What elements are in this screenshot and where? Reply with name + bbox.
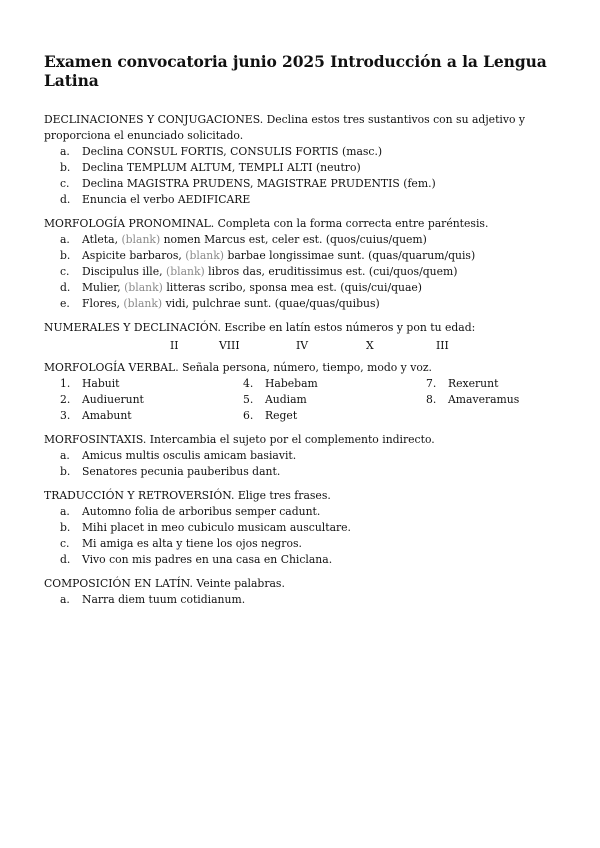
list-item <box>44 376 227 392</box>
list-item <box>44 408 227 424</box>
text-before-blank: Flores, <box>82 297 124 310</box>
verb-grid <box>44 376 564 424</box>
text-after-blank: nomen Marcus est, celer est. (quos/cuius/quem) <box>160 233 427 246</box>
blank-placeholder: (blank) <box>124 281 163 294</box>
list-item <box>44 280 564 296</box>
item-marker: d. <box>60 281 71 294</box>
item-text: Audiam <box>265 393 307 406</box>
text-after-blank: litteras scribo, sponsa mea est. (quis/cui/quae) <box>162 281 422 294</box>
section-declinaciones <box>44 112 564 208</box>
item-marker: e. <box>60 297 70 310</box>
item-list <box>44 232 564 312</box>
text-after-blank: vidi, pulchrae sunt. (quae/quas/quibus) <box>162 297 380 310</box>
numeral: III <box>436 339 449 352</box>
blank-placeholder: (blank) <box>166 265 205 278</box>
list-item <box>227 392 410 408</box>
list-item <box>44 264 564 280</box>
numeral: IV <box>296 339 309 352</box>
section-traduccion <box>44 488 564 568</box>
numerals-row <box>44 336 564 356</box>
item-text: Audiuerunt <box>82 393 144 406</box>
item-marker: b. <box>60 465 71 478</box>
item-text: Amabunt <box>82 409 132 422</box>
text-after-blank: libros das, eruditissimus est. (cui/quos/quem) <box>204 265 458 278</box>
item-list <box>44 504 564 568</box>
list-item <box>410 392 560 408</box>
item-marker: d. <box>60 553 71 566</box>
list-item <box>44 144 564 160</box>
item-marker: a. <box>60 505 70 518</box>
item-text: Rexerunt <box>448 377 499 390</box>
item-marker: 8. <box>426 393 437 406</box>
page-title: Examen convocatoria junio 2025 Introducción a la Lengua Latina <box>44 52 547 90</box>
section-heading: MORFOLOGÍA PRONOMINAL. Completa con la forma correcta entre paréntesis. <box>44 217 489 230</box>
item-marker: c. <box>60 177 70 190</box>
item-text <box>78 248 475 264</box>
section-heading: MORFOSINTAXIS. Intercambia el sujeto por el complemento indirecto. <box>44 433 435 446</box>
item-marker: c. <box>60 537 70 550</box>
item-text <box>78 296 380 312</box>
list-item <box>44 160 564 176</box>
list-item <box>44 536 564 552</box>
blank-placeholder: (blank) <box>121 233 161 246</box>
item-list <box>44 448 564 480</box>
list-item <box>44 192 564 208</box>
list-item <box>44 232 564 248</box>
item-text <box>78 280 422 296</box>
item-text: Vivo con mis padres en una casa en Chiclana. <box>82 553 333 566</box>
section-heading: COMPOSICIÓN EN LATÍN. Veinte palabras. <box>44 577 285 590</box>
item-text: Mihi placet in meo cubiculo musicam auscultare. <box>82 521 351 534</box>
text-before-blank: Mulier, <box>82 281 125 294</box>
item-marker: 7. <box>426 377 437 390</box>
item-text: Amicus multis osculis amicam basiavit. <box>82 449 297 462</box>
blank-placeholder: (blank) <box>185 249 225 262</box>
section-morfologia-pronominal <box>44 216 564 312</box>
section-morfosintaxis <box>44 432 564 480</box>
item-text: Mi amiga es alta y tiene los ojos negros. <box>82 537 302 550</box>
section-heading: MORFOLOGÍA VERBAL. Señala persona, número, tiempo, modo y voz. <box>44 361 432 374</box>
item-text: Automno folia de arboribus semper cadunt. <box>82 505 321 518</box>
item-marker: c. <box>60 265 70 278</box>
list-item <box>227 376 410 392</box>
text-before-blank: Aspicite barbaros, <box>82 249 186 262</box>
section-morfologia-verbal <box>44 360 564 424</box>
item-text: Reget <box>265 409 298 422</box>
section-heading: TRADUCCIÓN Y RETROVERSIÓN. Elige tres frases. <box>44 489 331 502</box>
list-item <box>44 176 564 192</box>
item-marker: b. <box>60 249 71 262</box>
item-text: Narra diem tuum cotidianum. <box>82 593 246 606</box>
text-before-blank: Atleta, <box>82 233 122 246</box>
item-text: Habuit <box>82 377 120 390</box>
list-item <box>227 408 410 424</box>
item-text: Habebam <box>265 377 318 390</box>
list-item <box>44 464 564 480</box>
item-text: Declina TEMPLUM ALTUM, TEMPLI ALTI (neutro) <box>82 161 361 174</box>
section-numerales <box>44 320 564 356</box>
item-marker: 2. <box>60 393 71 406</box>
section-composicion <box>44 576 564 608</box>
section-heading: DECLINACIONES Y CONJUGACIONES. Declina estos tres sustantivos con su adjetivo y proporciona el enunciado solicitado. <box>44 113 525 142</box>
list-item <box>44 592 564 608</box>
list-item <box>44 448 564 464</box>
item-marker: b. <box>60 521 71 534</box>
item-marker: b. <box>60 161 71 174</box>
list-item <box>410 376 560 392</box>
item-text <box>78 232 427 248</box>
item-text: Enuncia el verbo AEDIFICARE <box>82 193 251 206</box>
item-marker: d. <box>60 193 71 206</box>
item-marker: 1. <box>60 377 71 390</box>
item-text: Senatores pecunia pauberibus dant. <box>82 465 281 478</box>
blank-placeholder: (blank) <box>123 297 163 310</box>
item-marker: a. <box>60 233 70 246</box>
numeral: X <box>366 339 374 352</box>
text-after-blank: barbae longissimae sunt. (quas/quarum/quis) <box>224 249 476 262</box>
list-item <box>44 520 564 536</box>
item-marker: 5. <box>243 393 254 406</box>
item-text <box>78 264 457 280</box>
numeral: VIII <box>219 339 240 352</box>
item-marker: a. <box>60 449 70 462</box>
item-text: Amaveramus <box>448 393 520 406</box>
item-list <box>44 592 564 608</box>
list-item <box>44 392 227 408</box>
item-text: Declina MAGISTRA PRUDENS, MAGISTRAE PRUDENTIS (fem.) <box>82 177 436 190</box>
list-item <box>44 296 564 312</box>
section-heading: NUMERALES Y DECLINACIÓN. Escribe en latín estos números y pon tu edad: <box>44 321 476 334</box>
numeral: II <box>170 339 179 352</box>
item-marker: 4. <box>243 377 254 390</box>
item-text: Declina CONSUL FORTIS, CONSULIS FORTIS (masc.) <box>82 145 383 158</box>
item-marker: a. <box>60 145 70 158</box>
item-marker: 3. <box>60 409 71 422</box>
list-item <box>44 552 564 568</box>
item-marker: 6. <box>243 409 254 422</box>
list-item <box>44 248 564 264</box>
list-item <box>44 504 564 520</box>
exam-page <box>44 52 564 616</box>
text-before-blank: Discipulus ille, <box>82 265 167 278</box>
item-list <box>44 144 564 208</box>
item-marker: a. <box>60 593 70 606</box>
